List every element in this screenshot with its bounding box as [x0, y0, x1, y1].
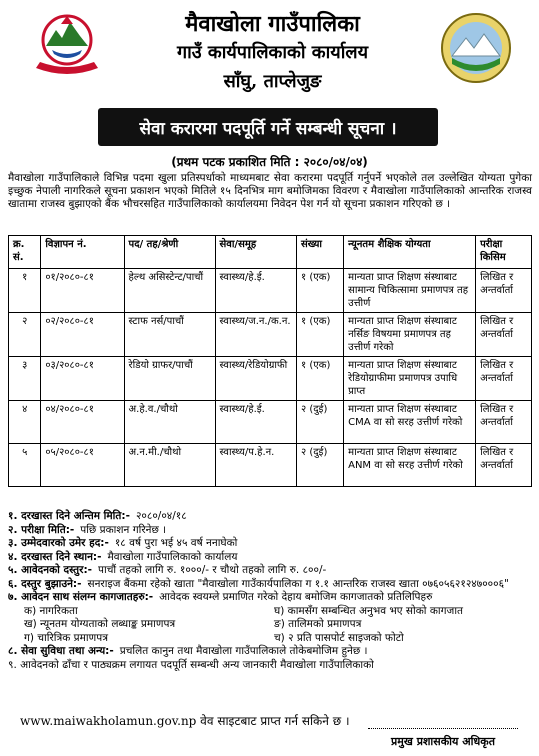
note-value: प्रचलित कानुन तथा मैवाखोला गाउँपालिकाले तोकेबमोजिम हुनेछ । [119, 645, 368, 657]
nepal-emblem-logo [28, 6, 106, 78]
col-header-count: संख्या [296, 236, 343, 269]
cell-exam-type: लिखित र अन्तर्वार्ता [476, 269, 532, 313]
cell-service: स्वास्थ्य/हे.ई. [215, 401, 296, 444]
website-line [20, 712, 350, 729]
documents-list [24, 605, 532, 646]
note-label: ६. दस्तुर बुझाउने:- [8, 577, 82, 590]
vacancy-table [8, 235, 532, 487]
table-header-row [9, 236, 532, 269]
cell-ad-no: ०३/२०८०-८१ [41, 357, 124, 401]
col-header-exam-type: परीक्षा किसिम [476, 236, 532, 269]
note-value: १८ वर्ष पुरा भई ४५ वर्ष ननाघेको [114, 537, 238, 549]
cell-count: २ (दुई) [296, 401, 343, 444]
note-label: ५. आवेदनको दस्तुर:- [8, 564, 93, 576]
cell-exam-type: लिखित र अन्तर्वार्ता [476, 313, 532, 357]
table-row [9, 313, 532, 357]
website-suffix: वेव साइटबाट प्राप्त गर्न सकिने छ । [196, 714, 350, 728]
cell-exam-type: लिखित र अन्तर्वार्ता [476, 444, 532, 487]
cell-count: १ (एक) [296, 269, 343, 313]
col-header-post: पद/ तह/श्रेणी [124, 236, 215, 269]
note-benefits [8, 645, 532, 659]
note-label: २. परीक्षा मिति:- [8, 523, 75, 536]
cell-ad-no: ०१/२०८०-८१ [41, 269, 124, 313]
cell-sn: २ [9, 313, 41, 357]
note-payment [8, 578, 532, 592]
website-link[interactable]: www.maiwakholamun.gov.np [20, 714, 197, 728]
cell-qualification: मान्यता प्राप्त शिक्षण संस्थाबाट ANM वा सो सरह उत्तीर्ण गरेको [344, 444, 476, 487]
cell-sn: ३ [9, 357, 41, 401]
document-item: च) २ प्रति पासपोर्ट साइजको फोटो [274, 631, 404, 644]
note-label: ३. उम्मेदवारको उमेर हद:- [8, 537, 109, 549]
notes-section [8, 510, 532, 672]
document-item: ङ) तालिमको प्रमाणपत्र [274, 618, 362, 630]
note-documents [8, 591, 532, 605]
col-header-qualification: न्यूनतम शैक्षिक योग्यता [344, 236, 476, 269]
col-header-service: सेवा/समूह [215, 236, 296, 269]
cell-service: स्वास्थ्य/हे.ई. [215, 269, 296, 313]
table-row [9, 444, 532, 487]
cell-qualification: मान्यता प्राप्त शिक्षण संस्थाबाट सामान्य चिकित्सामा प्रमाणपत्र तह उत्तीर्ण [344, 269, 476, 313]
note-exam-date [8, 524, 532, 538]
cell-qualification: मान्यता प्राप्त शिक्षण संस्थाबाट रेडियोग्राफीमा प्रमाणपत्र उपाधि प्राप्त [344, 357, 476, 401]
cell-service: स्वास्थ्य/रेडियोग्राफी [215, 357, 296, 401]
cell-post: अ.न.मी./चौथो [124, 444, 215, 487]
cell-sn: ४ [9, 401, 41, 444]
cell-count: १ (एक) [296, 313, 343, 357]
cell-ad-no: ०२/२०८०-८१ [41, 313, 124, 357]
cell-qualification: मान्यता प्राप्त शिक्षण संस्थाबाट CMA वा सो सरह उत्तीर्ण गरेको [344, 401, 476, 444]
cell-post: अ.हे.व./चौथो [124, 401, 215, 444]
cell-ad-no: ०५/२०८०-८१ [41, 444, 124, 487]
note-fee [8, 564, 532, 578]
note-value: मैवाखोला गाउँपालिकाको कार्यालय [107, 550, 238, 563]
cell-qualification: मान्यता प्राप्त शिक्षण संस्थाबाट नर्सिङ विषयमा प्रमाणपत्र तह उत्तीर्ण गरेको [344, 313, 476, 357]
cell-service: स्वास्थ्य/प.हे.न. [215, 444, 296, 487]
cell-exam-type: लिखित र अन्तर्वार्ता [476, 357, 532, 401]
col-header-ad-no: विज्ञापन नं. [41, 236, 124, 269]
document-item: क) नागरिकता [24, 604, 78, 617]
cell-count: १ (एक) [296, 357, 343, 401]
note-label: ७. आवेदन साथ संलग्न कागजातहरु:- [8, 591, 154, 603]
cell-post: हेल्थ असिस्टेन्ट/पाचौं [124, 269, 215, 313]
note-value: सनराइज बैंकमा रहेको खाता "मैवाखोला गाउँकार्यपालिका ग १.१ आन्तरिक राजस्व खाता ०७६०५६२१२४७०००६" [87, 577, 509, 590]
note-label: १. दरखास्त दिने अन्तिम मिति:- [8, 510, 130, 522]
table-row [9, 401, 532, 444]
note-value: आवेदक स्वयम्ले प्रमाणित गरेको देहाय बमोजिम कागजातको प्रतिलिपिहरु [159, 591, 433, 603]
note-label: ८. सेवा सुविधा तथा अन्य:- [8, 645, 114, 657]
signature-title: प्रमुख प्रशासकीय अधिकृत [391, 735, 495, 748]
cell-sn: ५ [9, 444, 41, 487]
document-item: घ) कामसँग सम्बन्धित अनुभव भए सोको कागजात [274, 604, 464, 617]
cell-count: २ (दुई) [296, 444, 343, 487]
cell-exam-type: लिखित र अन्तर्वार्ता [476, 401, 532, 444]
note-value: पाचौं तहको लागि रु. १०००/- र चौथो तहको लागि रु. ८००/- [98, 564, 327, 576]
office-name: गाउँ कार्यपालिकाको कार्यालय [176, 42, 369, 63]
cell-post: रेडियो ग्राफर/पाचौं [124, 357, 215, 401]
org-name: मैवाखोला गाउँपालिका [185, 11, 360, 37]
table-row [9, 357, 532, 401]
note-value: २०८०/०४/१८ [135, 510, 187, 522]
cell-post: स्टाफ नर्स/पाचौं [124, 313, 215, 357]
document-item: ग) चारित्रिक प्रमाणपत्र [24, 631, 108, 644]
note-location [8, 551, 532, 565]
note-deadline [8, 510, 532, 524]
maiwakhola-municipality-logo [440, 12, 512, 84]
note-more-info: ९. आवेदनको ढाँचा र पाठ्यक्रम लगायत पदपूर्ति सम्बन्धी अन्य जानकारी मैवाखोला गाउँपालिकाको [8, 658, 374, 671]
note-age-limit [8, 537, 532, 551]
note-value: पछि प्रकाशन गरिनेछ । [80, 523, 167, 536]
document-item: ख) न्यूनतम योग्यताको लब्धाङ्क प्रमाणपत्र [24, 618, 176, 630]
note-label: ४. दरखास्त दिने स्थान:- [8, 550, 102, 563]
cell-ad-no: ०४/२०८०-८१ [41, 401, 124, 444]
notice-title-banner: सेवा करारमा पदपूर्ति गर्ने सम्बन्धी सूचना । [98, 108, 438, 146]
publish-date: (प्रथम पटक प्रकाशित मिति : २०८०/०४/०४) [171, 155, 368, 169]
signature-line [368, 728, 518, 729]
table-row [9, 269, 532, 313]
intro-paragraph: मैवाखोला गाउँपालिकाले विभिन्न पदमा खुला प्रतिस्पर्धाको माध्यमबाट सेवा करारमा पदपूर्ति गर्नुपर्ने भएकोले तल उल्लेखित योग्यता पुगेका इच्छुक नेपाली नागरिकले सूचना प्रकाशन भएको मितिले १५ दिनभित्र माग बमोजिमका विवरण र मैवाखोला गाउँपालिकाको आन्तरिक राजस्व खातामा राजस्व बुझाएको बैंक भौचरसहित गाउँपालिकाको कार्यालयमा निवेदन पेश गर्न यो सूचना प्रकाशन गरिएको छ । [8, 172, 532, 210]
cell-service: स्वास्थ्य/ज.न./क.न. [215, 313, 296, 357]
col-header-sn: क्र. सं. [9, 236, 41, 269]
cell-sn: १ [9, 269, 41, 313]
office-address: साँघु, ताप्लेजुङ [223, 71, 322, 92]
